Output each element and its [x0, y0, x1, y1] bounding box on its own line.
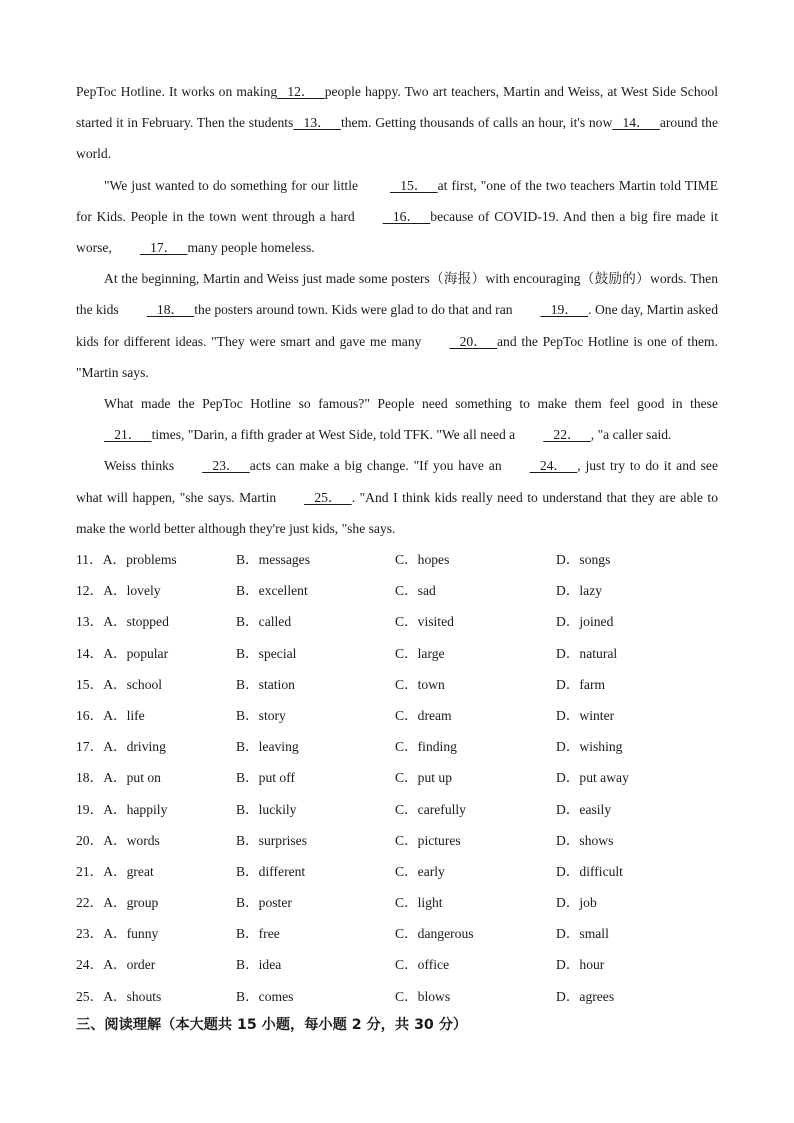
option-a: A．school [103, 676, 163, 692]
blank-16: 16． [382, 208, 431, 224]
passage-text: people happy. Two art teachers, Martin and Weiss, at West Side School started it in February. Then the students [76, 84, 718, 131]
passage-text: , just try to do it and see what will happen, "she says. Martin [76, 458, 718, 505]
option-a: A．driving [103, 739, 166, 755]
passage-paragraph-1 [76, 76, 718, 170]
option-a: A．group [103, 895, 159, 911]
option-b: B．different [236, 863, 306, 879]
option-a: A．put on [103, 770, 161, 786]
question-number: 14． [76, 645, 104, 661]
option-b: B．leaving [236, 739, 299, 755]
question-number: 11． [76, 552, 103, 568]
option-d: D．songs [556, 552, 611, 568]
option-c: C．dream [395, 707, 452, 723]
question-row [76, 669, 718, 700]
option-b: B．idea [236, 957, 282, 973]
passage-paragraph-3 [76, 263, 718, 388]
question-number-and-option-a [76, 825, 160, 856]
blank-17: 17． [139, 240, 188, 256]
option-d: D．job [556, 895, 597, 911]
passage-text: What made the PepToc Hotline so famous?" People need something to make them feel good in these [104, 396, 718, 412]
option-c: C．carefully [395, 801, 466, 817]
option-b: B．messages [236, 552, 311, 568]
option-b: B．called [236, 614, 292, 630]
question-number: 24． [76, 957, 104, 973]
option-b: B．luckily [236, 801, 297, 817]
question-number: 16． [76, 707, 104, 723]
option-d: D．difficult [556, 863, 623, 879]
option-c: C．large [395, 645, 445, 661]
blank-13: 13． [293, 115, 341, 131]
option-b: B．free [236, 926, 280, 942]
option-a: A．great [103, 863, 154, 879]
passage-text: because of COVID-19. And then a big fire made it worse, [76, 208, 718, 256]
blank-23: 23． [202, 458, 250, 474]
passage-paragraph-5 [76, 450, 718, 544]
question-number-and-option-a [76, 949, 155, 980]
question-number-and-option-a [76, 981, 161, 1012]
option-c: C．light [395, 895, 443, 911]
option-d: D．wishing [556, 739, 623, 755]
question-number: 17． [76, 739, 104, 755]
question-number: 20． [76, 832, 104, 848]
blank-15: 15． [390, 177, 438, 193]
passage-text: . "And I think kids really need to understand that they are able to make the world better although they're just kids, "she says. [76, 489, 718, 536]
question-number-and-option-a [76, 794, 167, 825]
option-a: A．words [103, 832, 160, 848]
option-b: B．station [236, 676, 295, 692]
option-c: C．early [395, 863, 445, 879]
passage-text: "We just wanted to do something for our little [104, 177, 363, 193]
option-d: D．farm [556, 676, 606, 692]
question-row [76, 887, 718, 918]
blank-22: 22． [543, 427, 591, 443]
question-number-and-option-a [76, 700, 145, 731]
passage-text: many people homeless. [187, 240, 315, 256]
blank-25: 25． [304, 489, 352, 505]
blank-14: 14． [612, 115, 660, 131]
question-number-and-option-a [76, 918, 158, 949]
option-c: C．office [395, 957, 450, 973]
question-row [76, 575, 718, 606]
option-b: B．surprises [236, 832, 307, 848]
question-number: 18． [76, 770, 104, 786]
passage-text: the posters around town. Kids were glad to do that and ran [194, 302, 513, 318]
blank-21: 21． [104, 427, 152, 443]
question-number: 25． [76, 988, 104, 1004]
passage-text: at first, "one of the two teachers Martin told TIME for Kids. People in the town went through a hard [76, 177, 718, 224]
option-b: B．poster [236, 895, 292, 911]
option-a: A．life [103, 707, 145, 723]
blank-20: 20． [449, 333, 498, 349]
blank-18: 18． [146, 302, 195, 318]
option-a: A．happily [103, 801, 168, 817]
option-c: C．sad [395, 583, 436, 599]
passage-text: . One day, Martin asked kids for different ideas. "They were smart and gave me many [76, 302, 718, 349]
option-b: B．excellent [236, 583, 308, 599]
question-row [76, 981, 718, 1012]
option-c: C．finding [395, 739, 457, 755]
option-b: B．story [236, 707, 286, 723]
question-number-and-option-a [76, 544, 177, 575]
option-c: C．pictures [395, 832, 461, 848]
option-a: A．popular [103, 645, 169, 661]
option-c: C．dangerous [395, 926, 474, 942]
passage-paragraph-4 [76, 388, 718, 450]
option-a: A．order [103, 957, 156, 973]
question-number-and-option-a [76, 575, 161, 606]
option-d: D．small [556, 926, 609, 942]
option-b: B．comes [236, 988, 294, 1004]
blank-19: 19． [540, 302, 589, 318]
option-d: D．joined [556, 614, 614, 630]
option-c: C．town [395, 676, 445, 692]
question-row [76, 794, 718, 825]
option-b: B．put off [236, 770, 296, 786]
question-row [76, 949, 718, 980]
question-row [76, 638, 718, 669]
question-number-and-option-a [76, 638, 168, 669]
passage-text: them. Getting thousands of calls an hour, it's now [340, 115, 613, 131]
passage-text: PepToc Hotline. It works on making [76, 84, 278, 99]
option-a: A．lovely [103, 583, 161, 599]
option-d: D．natural [556, 645, 618, 661]
passage-text: acts can make a big change. "If you have an [249, 458, 502, 474]
question-number-and-option-a [76, 606, 169, 637]
question-row [76, 762, 718, 793]
passage-paragraph-2 [76, 170, 718, 264]
question-number: 13． [76, 614, 104, 630]
option-d: D．lazy [556, 583, 603, 599]
option-a: A．shouts [103, 988, 162, 1004]
question-number: 15． [76, 676, 104, 692]
option-a: A．problems [102, 552, 177, 568]
question-number-and-option-a [76, 856, 154, 887]
question-row [76, 825, 718, 856]
question-number: 23． [76, 926, 104, 942]
passage-text: , "a caller said. [590, 427, 672, 443]
question-row [76, 544, 718, 575]
question-row [76, 731, 718, 762]
question-number-and-option-a [76, 731, 166, 762]
section-title: 三、阅读理解（本大题共 15 小题，每小题 2 分，共 30 分） [76, 1016, 468, 1033]
passage-text: Weiss thinks [104, 458, 175, 474]
question-number-and-option-a [76, 669, 162, 700]
option-a: A．stopped [103, 614, 169, 630]
option-d: D．shows [556, 832, 614, 848]
option-d: D．easily [556, 801, 612, 817]
exam-page [76, 76, 718, 1038]
option-a: A．funny [103, 926, 159, 942]
blank-12: 12． [277, 84, 325, 99]
option-d: D．winter [556, 707, 615, 723]
option-d: D．put away [556, 770, 629, 786]
options-list [76, 544, 718, 1012]
question-number: 22． [76, 895, 104, 911]
option-c: C．put up [395, 770, 453, 786]
passage-text: around the world. [76, 115, 718, 162]
option-c: C．hopes [395, 552, 450, 568]
option-c: C．blows [395, 988, 451, 1004]
question-number: 21． [76, 863, 104, 879]
blank-24: 24． [529, 458, 578, 474]
option-d: D．agrees [556, 988, 615, 1004]
question-number-and-option-a [76, 762, 161, 793]
question-number-and-option-a [76, 887, 158, 918]
question-number: 12． [76, 583, 104, 599]
question-row [76, 856, 718, 887]
option-d: D．hour [556, 957, 605, 973]
passage-text: and the PepToc Hotline is one of them. "Martin says. [76, 333, 718, 380]
passage-text: At the beginning, Martin and Weiss just made some posters（海报）with encouraging（鼓励的）words. Then the kids [76, 271, 718, 318]
question-row [76, 700, 718, 731]
option-b: B．special [236, 645, 297, 661]
passage-text: times, "Darin, a fifth grader at West Side, told TFK. "We all need a [151, 427, 516, 443]
question-row [76, 918, 718, 949]
option-c: C．visited [395, 614, 454, 630]
question-row [76, 606, 718, 637]
question-number: 19． [76, 801, 104, 817]
